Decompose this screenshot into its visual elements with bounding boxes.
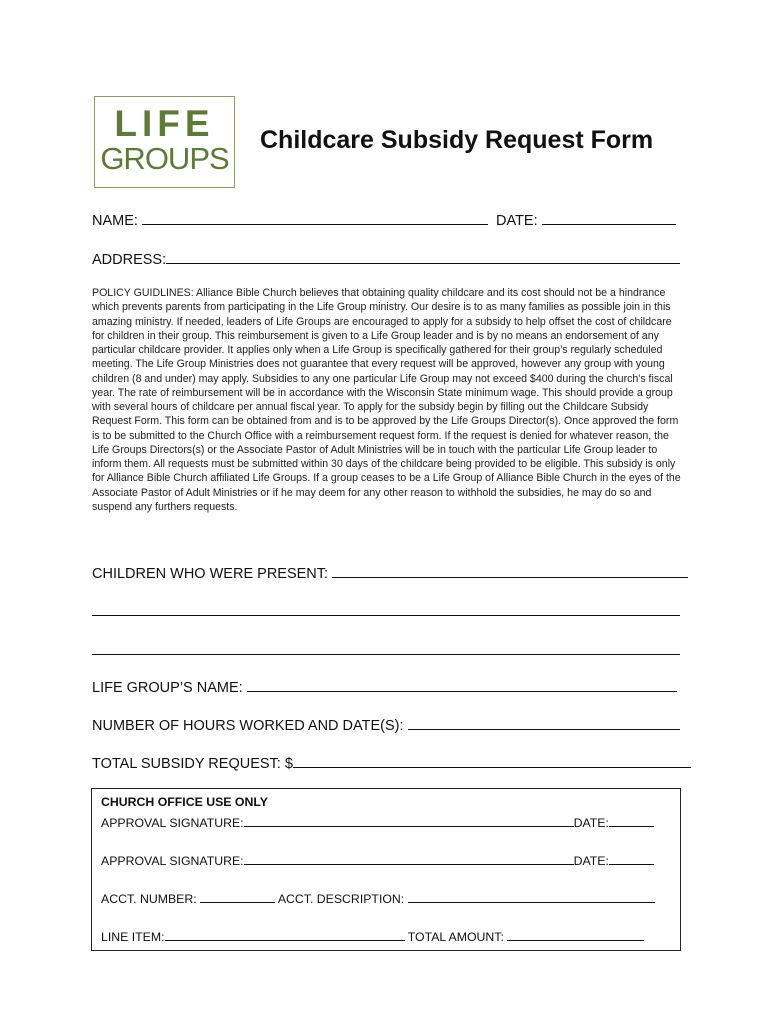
hours-field [92,715,680,734]
policy-guidelines: POLICY GUIDLINES: Alliance Bible Church believes that obtaining quality childcare and its cost should not be a hindrance which prevents parents from participating in the Life Group ministry. Our desire is to as many families as possible join in this amazing ministry. If needed, leaders of Life Groups are encouraged to apply for a subsidy to help offset the cost of childcare for children in their group. This reimbursement is given to a Life Group leader and is by no means an endorsement of any particular childcare provider. It applies only when a Life Group is specifically gathered for their group’s regularly scheduled meeting. The Life Group Ministries does not guarantee that every request will be approved, however any group with young children (8 and under) may apply. Subsidies to any one particular Life Group may not exceed $400 during the church's fiscal year. The rate of reimbursement will be in accordance with the Wisconsin State minimum wage. This should provide a group with several hours of childcare per annual fiscal year. To apply for the subsidy begin by filling out the Childcare Subsidy Request Form. This form can be obtained from and is to be approved by the Life Groups Director(s). Once approved the form is to be submitted to the Church Office with a reimbursement request form. If the request is denied for whatever reason, the Life Groups Directors(s) or the Associate Pastor of Adult Ministries will be in touch with the particular Life Group leader to inform them. All requests must be submitted within 30 days of the childcare being provided to be eligible. This subsidy is only for Alliance Bible Church affiliated Life Groups. If a group ceases to be a Life Group of Alliance Bible Church in the eyes of the Associate Pastor of Adult Ministries or if he may deem for any other reason to withhold the subsidies, he may do so and suspend any furthers requests. [92,287,681,513]
logo-line1: LIFE [114,103,215,144]
group-name-label: LIFE GROUP’S NAME: [92,680,243,696]
page-title: Childcare Subsidy Request Form [260,126,654,154]
line-item-row [101,928,644,944]
name-input-line[interactable] [142,210,488,225]
approval-row-2 [101,852,654,868]
children-extra-line-1[interactable] [92,615,680,616]
logo-line2: GROUPS [100,141,229,176]
approval-signature-line-2[interactable] [244,852,574,865]
group-name-field [92,677,677,696]
line-item-label: LINE ITEM: [101,930,165,944]
approval-row-1 [101,814,654,830]
line-item-line[interactable] [165,928,405,941]
total-label: TOTAL SUBSIDY REQUEST: $ [92,756,293,772]
date-input-line[interactable] [542,210,676,225]
hours-input-line[interactable] [408,715,680,730]
office-date-line-2[interactable] [609,852,654,865]
children-input-line[interactable] [332,563,688,578]
acct-number-line[interactable] [200,890,275,903]
total-field [92,753,691,772]
acct-number-label: ACCT. NUMBER: [101,892,197,906]
address-field [92,249,680,268]
office-date-label-1: DATE: [573,816,609,830]
group-name-input-line[interactable] [247,677,677,692]
date-label: DATE: [495,213,538,229]
children-field [92,563,688,582]
hours-label: NUMBER OF HOURS WORKED AND DATE(S): [92,718,404,734]
acct-description-label: ACCT. DESCRIPTION: [277,892,405,906]
name-label: NAME: [92,213,138,229]
approval-signature-line-1[interactable] [244,814,574,827]
total-amount-line[interactable] [507,928,644,941]
office-date-label-2: DATE: [573,854,609,868]
acct-row [101,890,655,906]
approval-label-2: APPROVAL SIGNATURE: [101,854,244,868]
children-label: CHILDREN WHO WERE PRESENT: [92,566,329,582]
total-amount-label: TOTAL AMOUNT: [407,930,504,944]
address-label: ADDRESS: [92,252,167,268]
children-extra-line-2[interactable] [92,654,680,655]
acct-description-line[interactable] [408,890,655,903]
office-header: CHURCH OFFICE USE ONLY [101,795,268,809]
address-input-line[interactable] [166,249,680,264]
approval-label-1: APPROVAL SIGNATURE: [101,816,244,830]
life-groups-logo [94,96,235,188]
church-office-box [91,788,681,951]
total-input-line[interactable] [293,753,691,768]
name-field [92,210,676,229]
office-date-line-1[interactable] [609,814,654,827]
